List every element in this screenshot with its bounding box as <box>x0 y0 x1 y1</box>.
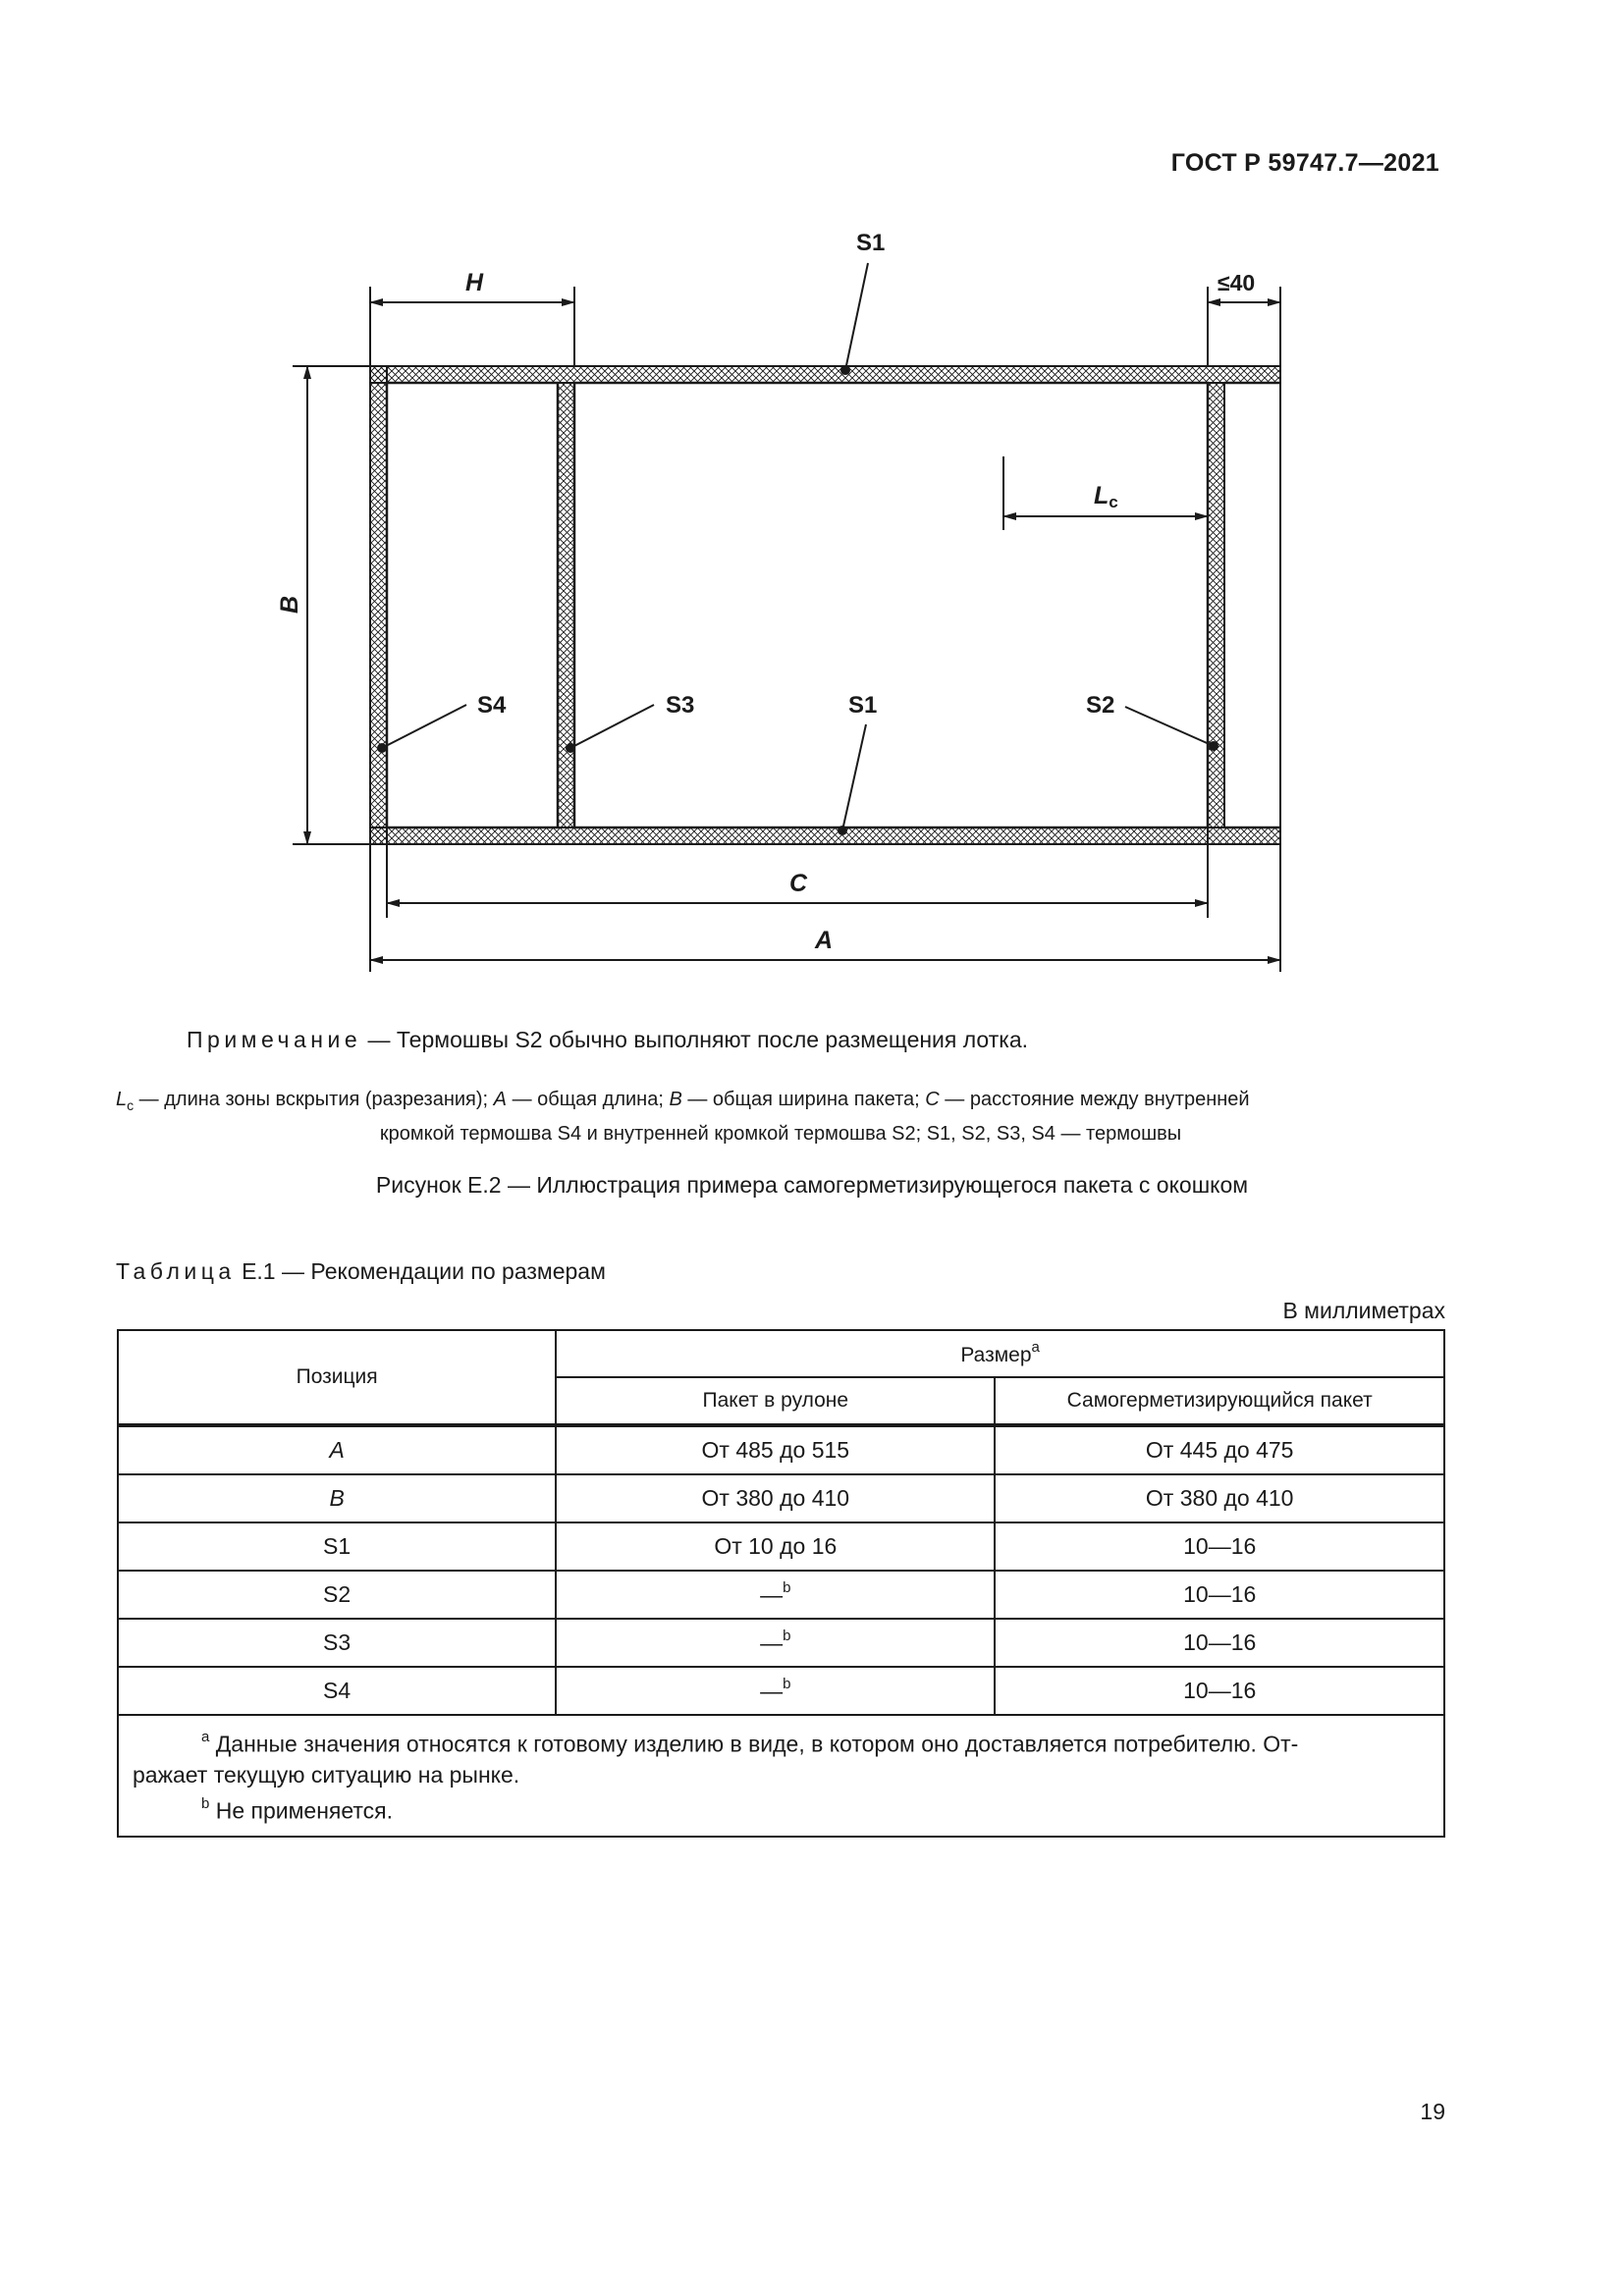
seal-s2 <box>1208 383 1224 828</box>
label-s4: S4 <box>477 692 507 719</box>
document-code: ГОСТ Р 59747.7—2021 <box>1170 149 1439 177</box>
pouch-diagram <box>0 0 1624 982</box>
figure-caption: Рисунок Е.2 — Иллюстрация примера самогерметизирующегося пакета с окошком <box>375 1172 1249 1198</box>
label-s2: S2 <box>1086 692 1115 719</box>
seal-s1-top <box>370 366 1280 383</box>
footnote-a: $^a$ Данные значения относятся к готовому изделию в виде, в котором оно доставляется потребителю. От- <box>201 1729 1299 1757</box>
table-caption: Таблица Е.1 — Рекомендации по размерам <box>116 1258 606 1284</box>
label-lc: Lc <box>1094 482 1118 511</box>
label-s1-top: S1 <box>856 230 886 256</box>
table-row: B От 380 до 410 От 380 до 410 <box>118 1474 1444 1522</box>
header-roll: Пакет в рулоне <box>556 1377 995 1425</box>
table-row: S3 —$^b$ 10—16 <box>118 1619 1444 1667</box>
units-label: В миллиметрах <box>1282 1298 1445 1323</box>
table-header-row <box>118 1330 1444 1377</box>
note-label: Примечание <box>187 1027 362 1052</box>
table-row: S2 —$^b$ 10—16 <box>118 1571 1444 1619</box>
seal-s4 <box>370 366 387 844</box>
dimensions-table <box>117 1329 1445 1838</box>
table-row: S4 —$^b$ 10—16 <box>118 1667 1444 1715</box>
header-position: Позиция <box>118 1330 556 1425</box>
legend-line2: кромкой термошва S4 и внутренней кромкой термошва S2; S1, S2, S3, S4 — термошвы <box>379 1123 1182 1145</box>
label-a: A <box>815 927 834 954</box>
table-row: S1 От 10 до 16 10—16 <box>118 1522 1444 1571</box>
figure-legend <box>116 1086 1445 1148</box>
label-h: H <box>465 269 484 296</box>
header-size: Размер$^a$ <box>556 1330 1444 1377</box>
header-self-sealing: Самогерметизирующийся пакет <box>995 1377 1444 1425</box>
label-s1-bottom: S1 <box>848 692 878 719</box>
label-c: C <box>789 870 808 897</box>
page-number: 19 <box>1420 2099 1445 2124</box>
label-max40: ≤40 <box>1218 270 1256 295</box>
label-s3: S3 <box>666 692 695 719</box>
figure-note <box>187 1027 1028 1053</box>
label-b: B <box>276 595 303 614</box>
footnote-a-cont: ражает текущую ситуацию на рынке. <box>133 1761 520 1788</box>
table-footnotes <box>118 1715 1444 1837</box>
footnote-b: $^b$ Не применяется. <box>201 1794 394 1824</box>
legend-line1: $L_c$ — длина зоны вскрытия (разрезания); A — общая длина; B — общая ширина пакета; C — расстояние между внутренней <box>116 1089 1250 1113</box>
seal-s3 <box>558 383 574 828</box>
table-row: A От 485 до 515 От 445 до 475 <box>118 1425 1444 1474</box>
note-text: — Термошвы S2 обычно выполняют после размещения лотка. <box>361 1027 1028 1052</box>
seal-s1-bottom <box>370 828 1280 844</box>
